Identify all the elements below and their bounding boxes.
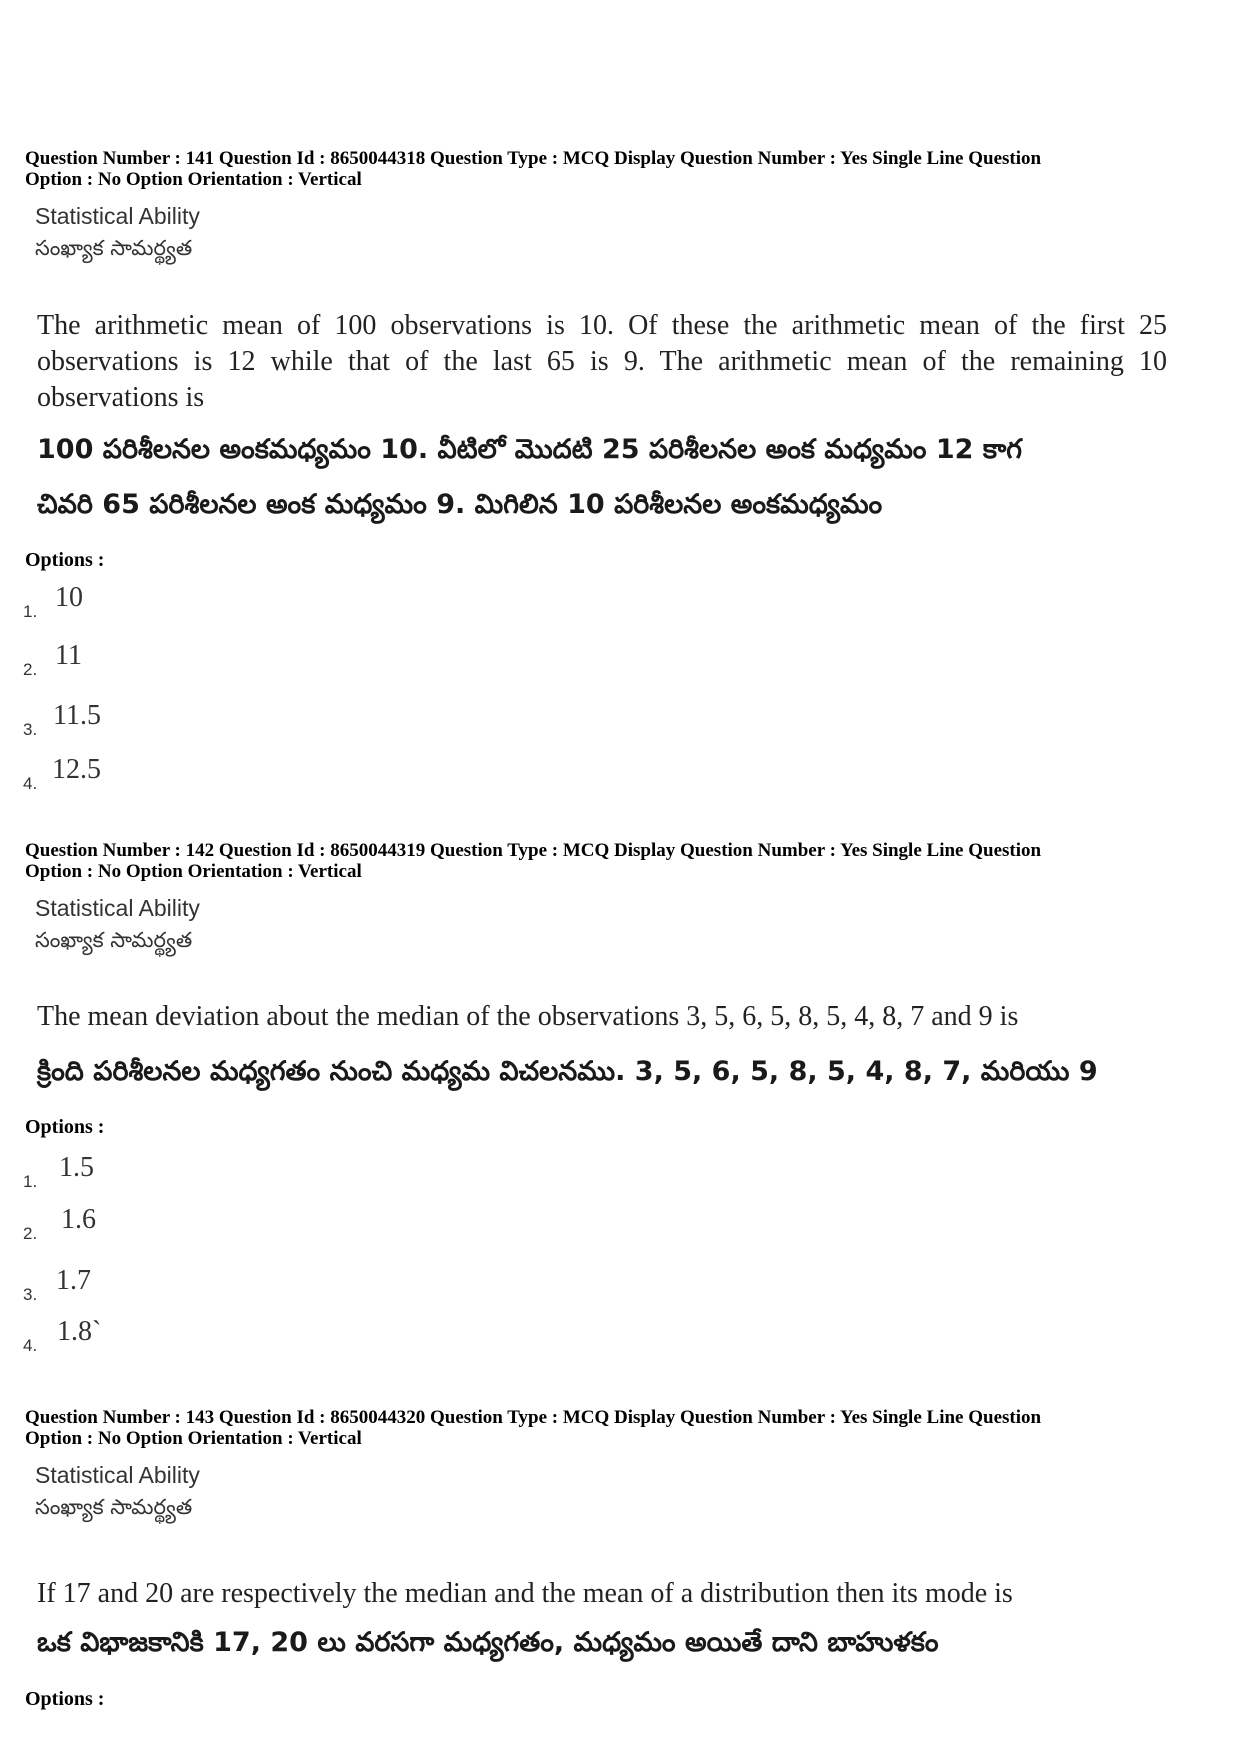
option-number: 2. — [23, 1224, 38, 1243]
option-value: 10 — [55, 582, 83, 613]
question-stem-en: The mean deviation about the median of the observations 3, 5, 6, 5, 8, 5, 4, 8, 7 and 9 is — [37, 1001, 1019, 1032]
question-meta-line2: Option : No Option Orientation : Vertical — [25, 861, 362, 882]
subject-te: సంఖ్యాక సామర్థ్యత — [35, 236, 193, 260]
option-number: 3. — [23, 1285, 38, 1304]
question-meta-line1: Question Number : 143 Question Id : 8650044320 Question Type : MCQ Display Question Number : Yes Single Line Question — [25, 1407, 1042, 1428]
question-stem-en: The arithmetic mean of 100 observations is 10. Of these the arithmetic mean of the first 25 observations is 12 while that of the last 65 is 9. The arithmetic mean of the remaining 10 observations is — [37, 310, 1167, 413]
option-value: 1.6 — [61, 1204, 96, 1235]
subject-en: Statistical Ability — [35, 895, 200, 921]
question-stem-te-line2: చివరి 65 పరిశీలనల అంక మధ్యమం 9. మిగిలిన 10 పరిశీలనల అంకమధ్యమం — [37, 489, 883, 520]
option-value: 1.5 — [59, 1152, 94, 1183]
question-meta — [25, 840, 1215, 882]
question-stem-te-line1: ఒక విభాజకానికి 17, 20 లు వరసగా మధ్యగతం, మధ్యమం అయితే దాని బాహుళకం — [37, 1627, 939, 1658]
question-stem-te-line1: క్రింది పరిశీలనల మధ్యగతం నుంచి మధ్యమ విచలనము. 3, 5, 6, 5, 8, 5, 4, 8, 7, మరియు 9 — [37, 1056, 1098, 1087]
option-value: 1.8` — [57, 1316, 102, 1347]
option-number: 4. — [23, 774, 38, 793]
option-number: 2. — [23, 660, 38, 679]
option-number: 1. — [23, 602, 38, 621]
question-meta-line1: Question Number : 141 Question Id : 8650044318 Question Type : MCQ Display Question Number : Yes Single Line Question — [25, 148, 1042, 169]
question-meta-line2: Option : No Option Orientation : Vertical — [25, 169, 362, 190]
question-stem-te-line1: 100 పరిశీలనల అంకమధ్యమం 10. వీటిలో మొదటి 25 పరిశీలనల అంక మధ్యమం 12 కాగ — [37, 434, 1023, 465]
options-label: Options : — [25, 1116, 105, 1138]
option-number: 4. — [23, 1336, 38, 1355]
question-meta — [25, 1407, 1215, 1449]
options-label: Options : — [25, 1688, 105, 1710]
subject-en: Statistical Ability — [35, 203, 200, 229]
option-number: 3. — [23, 720, 38, 739]
options-label: Options : — [25, 549, 105, 571]
subject-te: సంఖ్యాక సామర్థ్యత — [35, 928, 193, 952]
option-value: 1.7 — [56, 1265, 91, 1296]
option-value: 11.5 — [53, 700, 101, 731]
question-meta — [25, 148, 1215, 190]
question-stem-en: If 17 and 20 are respectively the median and the mean of a distribution then its mode is — [37, 1578, 1013, 1609]
option-number: 1. — [23, 1172, 38, 1191]
subject-en: Statistical Ability — [35, 1462, 200, 1488]
option-value: 12.5 — [52, 754, 101, 785]
question-meta-line2: Option : No Option Orientation : Vertical — [25, 1428, 362, 1449]
subject-te: సంఖ్యాక సామర్థ్యత — [35, 1495, 193, 1519]
question-meta-line1: Question Number : 142 Question Id : 8650044319 Question Type : MCQ Display Question Number : Yes Single Line Question — [25, 840, 1042, 861]
option-value: 11 — [55, 640, 82, 671]
